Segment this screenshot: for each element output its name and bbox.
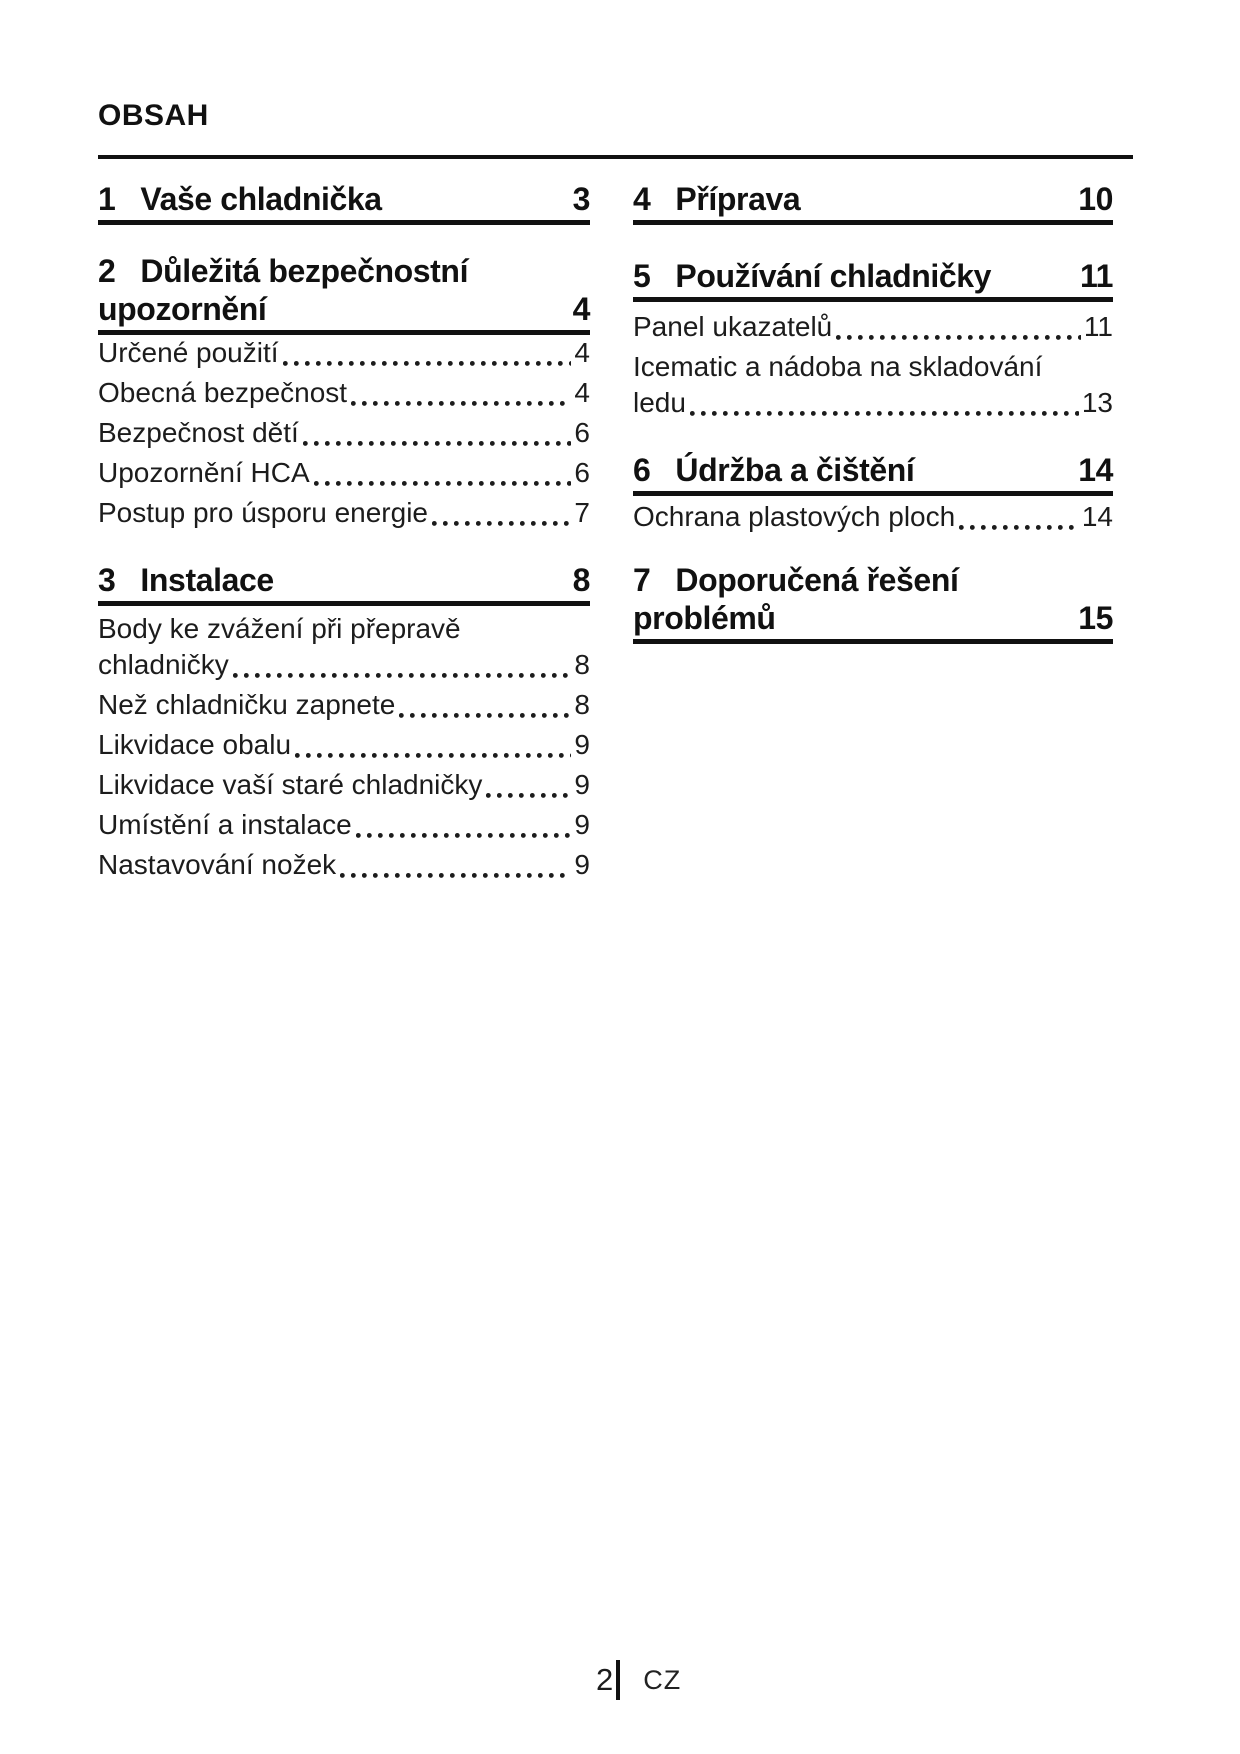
toc-item — [98, 807, 590, 843]
header-divider — [98, 155, 1133, 159]
dot-leader — [836, 335, 1081, 340]
toc-section-7 — [633, 561, 1113, 644]
toc-item-page: 7 — [574, 497, 590, 528]
section-title: Používání chladničky — [675, 258, 992, 294]
toc-item-page: 6 — [574, 457, 590, 488]
toc-item — [98, 495, 590, 531]
toc-item-label: Likvidace vaší staré chladničky — [98, 769, 483, 800]
section-items — [633, 499, 1113, 535]
toc-item-label: Likvidace obalu — [98, 729, 292, 760]
section-heading — [633, 257, 1113, 302]
section-number: 3 — [98, 562, 116, 598]
toc-section-1 — [98, 180, 590, 225]
section-title-line1: Doporučená řešení — [675, 562, 959, 598]
section-page-number: 14 — [1078, 452, 1113, 488]
section-items — [633, 309, 1113, 421]
toc-item-last-line — [98, 647, 590, 683]
section-number: 5 — [633, 258, 651, 294]
language-code: CZ — [643, 1664, 682, 1695]
section-title-line1: Důležitá bezpečnostní — [140, 253, 469, 289]
toc-item-last-line — [633, 385, 1113, 421]
toc-right-column — [633, 180, 1113, 644]
dot-leader — [303, 441, 572, 446]
toc-section-5 — [633, 257, 1113, 421]
toc-item-label: chladničky — [98, 649, 229, 680]
toc-item — [98, 767, 590, 803]
section-number: 6 — [633, 452, 651, 488]
toc-item-page: 9 — [574, 809, 590, 840]
dot-leader — [233, 673, 572, 678]
dot-leader — [295, 753, 571, 758]
dot-leader — [432, 521, 571, 526]
toc-item — [633, 309, 1113, 345]
footer-divider — [616, 1660, 620, 1700]
toc-item — [98, 415, 590, 451]
toc-section-3 — [98, 561, 590, 883]
section-heading — [98, 561, 590, 606]
toc-item-page: 8 — [574, 689, 590, 720]
section-page-number: 10 — [1078, 181, 1113, 217]
toc-item-label-line1: Body ke zvážení při přepravě — [98, 613, 461, 644]
toc-item-label: Obecná bezpečnost — [98, 377, 348, 408]
section-heading — [633, 451, 1113, 496]
section-title: Příprava — [675, 181, 801, 217]
toc-item-label: Bezpečnost dětí — [98, 417, 299, 448]
document-header — [98, 100, 1133, 159]
section-title-line2: problémů — [633, 600, 776, 636]
toc-item — [633, 349, 1113, 421]
section-items — [98, 611, 590, 883]
section-number: 4 — [633, 181, 651, 217]
section-items — [98, 335, 590, 531]
toc-item — [98, 611, 590, 683]
toc-item-page: 9 — [574, 729, 590, 760]
toc-item-page: 9 — [574, 769, 590, 800]
toc-item-page: 14 — [1081, 501, 1113, 532]
dot-leader — [959, 525, 1079, 530]
dot-leader — [399, 713, 571, 718]
toc-item — [98, 687, 590, 723]
section-title: Údržba a čištění — [675, 452, 915, 488]
section-page-number: 8 — [572, 562, 590, 598]
toc-item-page: 11 — [1083, 311, 1113, 342]
toc-section-6 — [633, 451, 1113, 535]
section-title: Instalace — [140, 562, 274, 598]
document-title: OBSAH — [98, 99, 209, 132]
toc-item-label-line1: Icematic a nádoba na skladování — [633, 351, 1043, 382]
section-page-number: 11 — [1079, 258, 1113, 294]
section-heading — [98, 252, 590, 335]
toc-item-label: Postup pro úsporu energie — [98, 497, 428, 528]
toc-item-label: ledu — [633, 387, 686, 418]
toc-item-page: 13 — [1081, 387, 1113, 418]
page-footer — [596, 1660, 681, 1700]
toc-item-page: 4 — [574, 337, 590, 368]
section-number: 2 — [98, 253, 116, 289]
section-page-number: 3 — [572, 181, 590, 217]
section-page-number: 4 — [572, 291, 590, 327]
section-heading — [633, 180, 1113, 225]
dot-leader — [356, 833, 572, 838]
section-number: 1 — [98, 181, 116, 217]
toc-item — [98, 375, 590, 411]
section-title: Vaše chladnička — [140, 181, 382, 217]
dot-leader — [283, 361, 572, 366]
toc-section-4 — [633, 180, 1113, 225]
section-heading — [98, 180, 590, 225]
toc-item-page: 8 — [574, 649, 590, 680]
toc-item-label: Umístění a instalace — [98, 809, 352, 840]
toc-item-label: Nastavování nožek — [98, 849, 337, 880]
section-heading — [633, 561, 1113, 644]
toc-item-page: 4 — [574, 377, 590, 408]
toc-item — [98, 335, 590, 371]
toc-item-page: 9 — [574, 849, 590, 880]
dot-leader — [690, 411, 1079, 416]
section-page-number: 15 — [1078, 600, 1113, 636]
dot-leader — [340, 873, 571, 878]
toc-section-2 — [98, 252, 590, 531]
dot-leader — [351, 401, 571, 406]
toc-item-label: Upozornění HCA — [98, 457, 310, 488]
section-title-line2: upozornění — [98, 291, 267, 327]
toc-item-label: Než chladničku zapnete — [98, 689, 396, 720]
toc-item — [98, 847, 590, 883]
toc-item-label: Určené použití — [98, 337, 279, 368]
toc-item — [98, 455, 590, 491]
dot-leader — [314, 481, 572, 486]
toc-left-column — [98, 180, 590, 887]
toc-item — [98, 727, 590, 763]
section-number: 7 — [633, 562, 651, 598]
page-number: 2 — [596, 1662, 614, 1697]
toc-item-label: Panel ukazatelů — [633, 311, 833, 342]
toc-item — [633, 499, 1113, 535]
toc-item-page: 6 — [574, 417, 590, 448]
toc-item-label: Ochrana plastových ploch — [633, 501, 956, 532]
dot-leader — [486, 793, 571, 798]
